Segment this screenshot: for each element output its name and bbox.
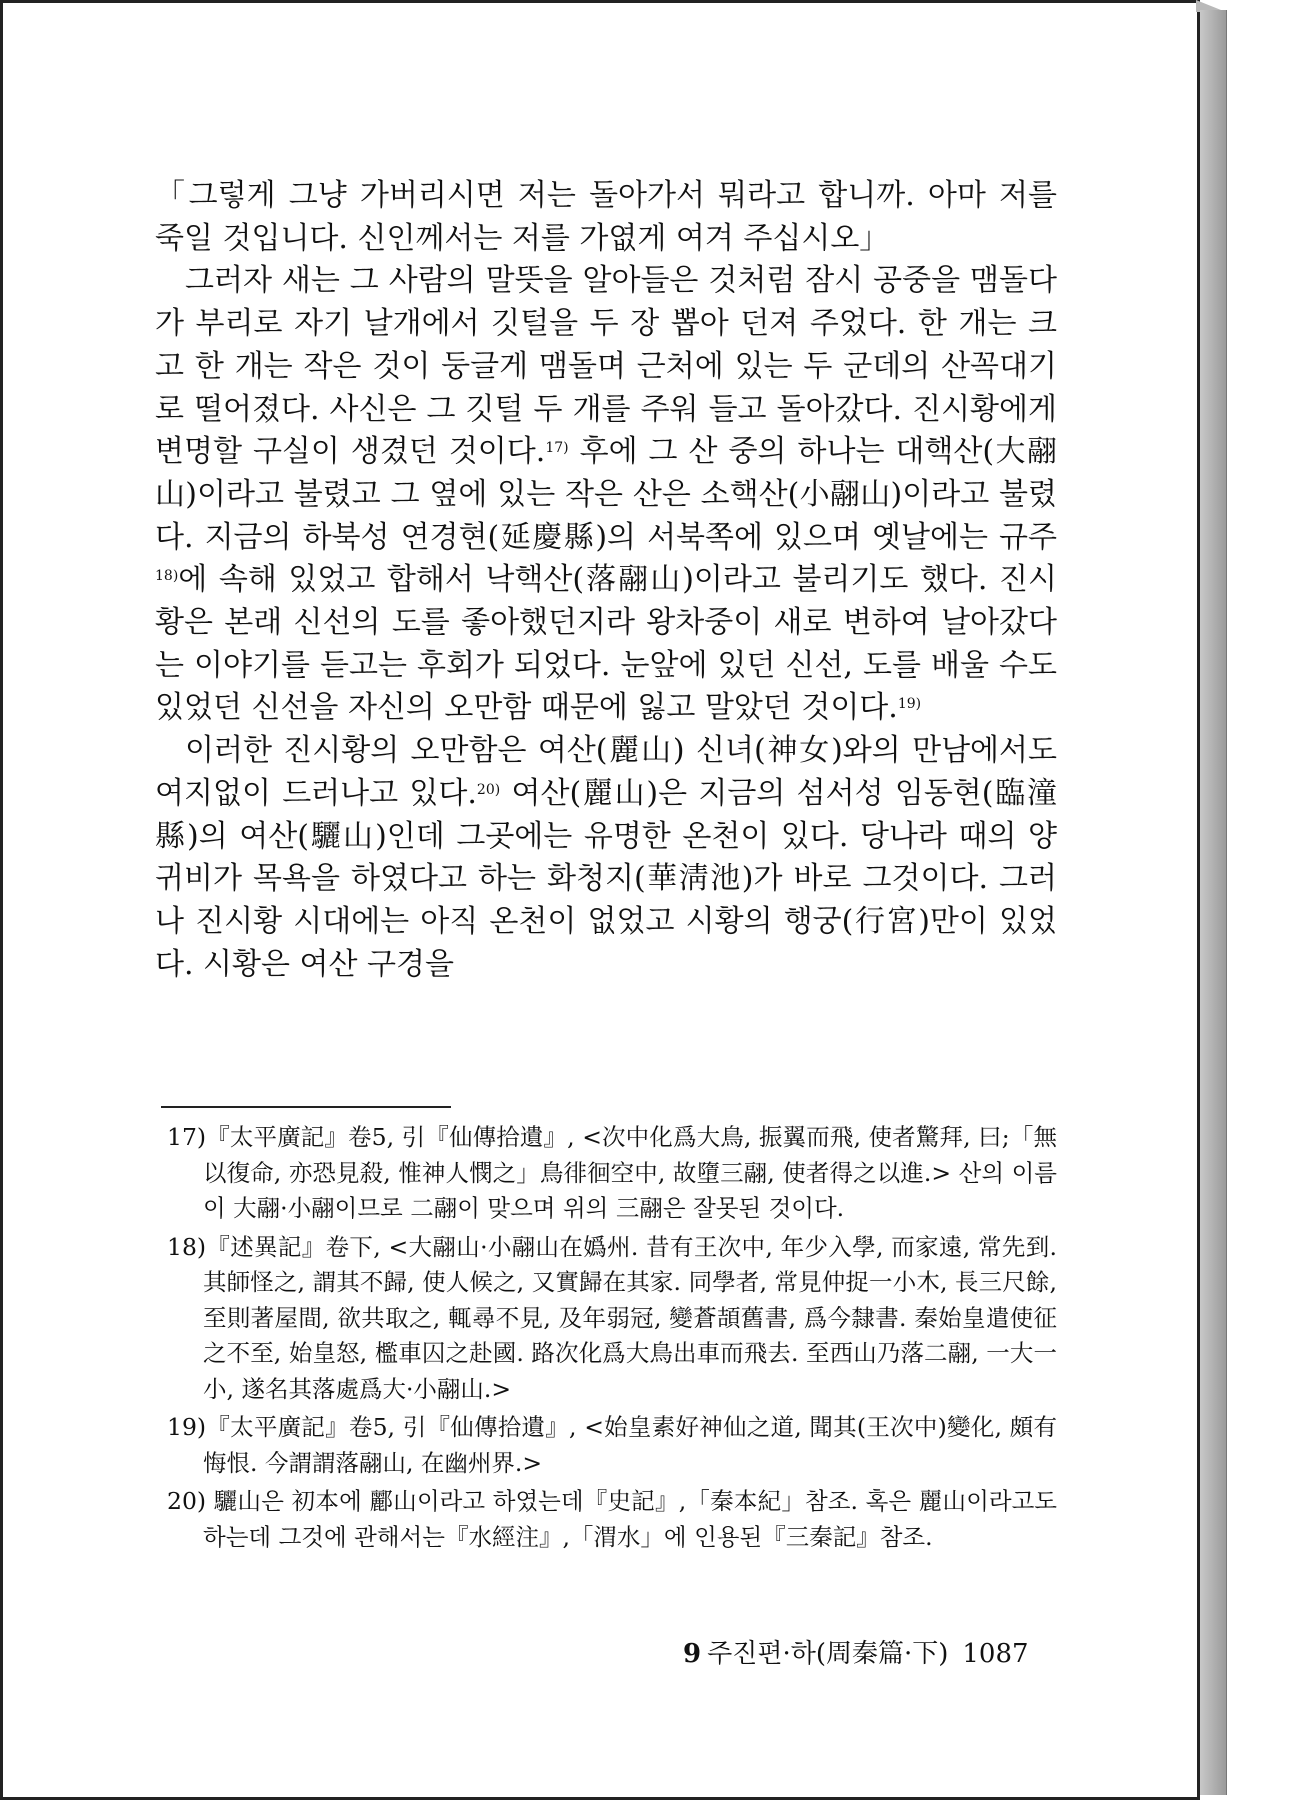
paragraph [155, 730, 1057, 986]
footnote-marker: 18) [155, 568, 179, 585]
footnotes [167, 1120, 1057, 1558]
chapter-number: 9 [683, 1639, 702, 1669]
paragraph-text: 「그렇게 그냥 가버리시면 저는 돌아가서 뭐라고 합니까. 아마 저를 죽일 것입니다. 신인께서는 저를 가엾게 여겨 주십시오」 [155, 178, 1057, 256]
footnote-marker: 17) [545, 440, 569, 457]
paragraph-text: 그러자 새는 그 사람의 말뜻을 알아들은 것처럼 잠시 공중을 맴돌다가 부리로 자기 날개에서 깃털을 두 장 뽑아 던져 주었다. 한 개는 크고 한 개는 작은 것이 둥글게 맴돌며 근처에 있는 두 군데의 산꼭대기로 떨어졌다. 사신은 그 깃털 두 개를 주워 들고 돌아갔다. 진시황에게 변명할 구실이 생겼던 것이다. [155, 263, 1057, 470]
footnote-17: 17)『太平廣記』卷5, 引『仙傳拾遺』, <次中化爲大鳥, 振翼而飛, 使者驚拜, 曰;「無以復命, 亦恐見殺, 惟神人憫之」鳥徘徊空中, 故墮三翮, 使者得之以進.> 산의 이름이 大翮·小翮이므로 二翮이 맞으며 위의 三翮은 잘못된 것이다. [167, 1123, 1057, 1222]
footnote-divider [161, 1106, 451, 1108]
footnote-19: 19)『太平廣記』卷5, 引『仙傳拾遺』, <始皇素好神仙之道, 聞其(王次中)變化, 頗有悔恨. 今謂謂落翮山, 在幽州界.> [167, 1413, 1057, 1477]
paragraph-text: 에 속해 있었고 합해서 낙핵산(落翮山)이라고 불리기도 했다. 진시황은 본래 신선의 도를 좋아했던지라 왕차중이 새로 변하여 날아갔다는 이야기를 듣고는 후회가 되었다. 눈앞에 있던 신선, 도를 배울 수도 있었던 신선을 자신의 오만함 때문에 잃고 말았던 것이다. [155, 562, 1057, 726]
chapter-title: 주진편·하(周秦篇·下) [707, 1639, 949, 1669]
page-edge [1200, 10, 1227, 1795]
footnote-20: 20) 驪山은 初本에 酈山이라고 하였는데『史記』,「秦本紀」참조. 혹은 麗山이라고도 하는데 그것에 관해서는『水經注』,「渭水」에 인용된『三秦記』참조. [167, 1487, 1057, 1551]
paragraph [155, 260, 1057, 730]
footnote-marker: 19) [897, 696, 922, 713]
footnote-18: 18)『述異記』卷下, <大翮山·小翮山在嬀州. 昔有王次中, 年少入學, 而家遠, 常先到. 其師怪之, 謂其不歸, 使人候之, 又實歸在其家. 同學者, 常見仲捉一小木, 長三尺餘, 至則著屋間, 欲共取之, 輒尋不見, 及年弱冠, 變蒼頡舊書, 爲今隸書. 秦始皇遣使征之不至, 始皇怒, 檻車囚之赴國. 路次化爲大鳥出車而飛去. 至西山乃落二翮, 一大一小, 遂名其落處爲大·小翮山.> [167, 1232, 1057, 1403]
body-text [155, 175, 1057, 986]
page-number: 1087 [962, 1639, 1029, 1669]
paragraph [155, 175, 1057, 260]
paragraph-text: 후에 그 산 중의 하나는 대핵산(大翮山)이라고 불렸고 그 옆에 있는 작은 산은 소핵산(小翮山)이라고 불렸다. 지금의 하북성 연경현(延慶縣)의 서북쪽에 있으며 옛날에는 규주 [155, 434, 1058, 555]
footnote-marker: 20) [476, 781, 501, 798]
page-footer [683, 1633, 1029, 1670]
paragraph-text: 이러한 진시황의 오만함은 여산(麗山) 신녀(神女)와의 만남에서도 여지없이 드러나고 있다. [155, 733, 1057, 811]
paragraph-text: 여산(麗山)은 지금의 섬서성 임동현(臨潼縣)의 여산(驪山)인데 그곳에는 유명한 온천이 있다. 당나라 때의 양귀비가 목욕을 하였다고 하는 화청지(華淸池)가 바로 그것이다. 그러나 진시황 시대에는 아직 온천이 없었고 시황의 행궁(行宮)만이 있었다. 시황은 여산 구경을 [155, 775, 1057, 982]
